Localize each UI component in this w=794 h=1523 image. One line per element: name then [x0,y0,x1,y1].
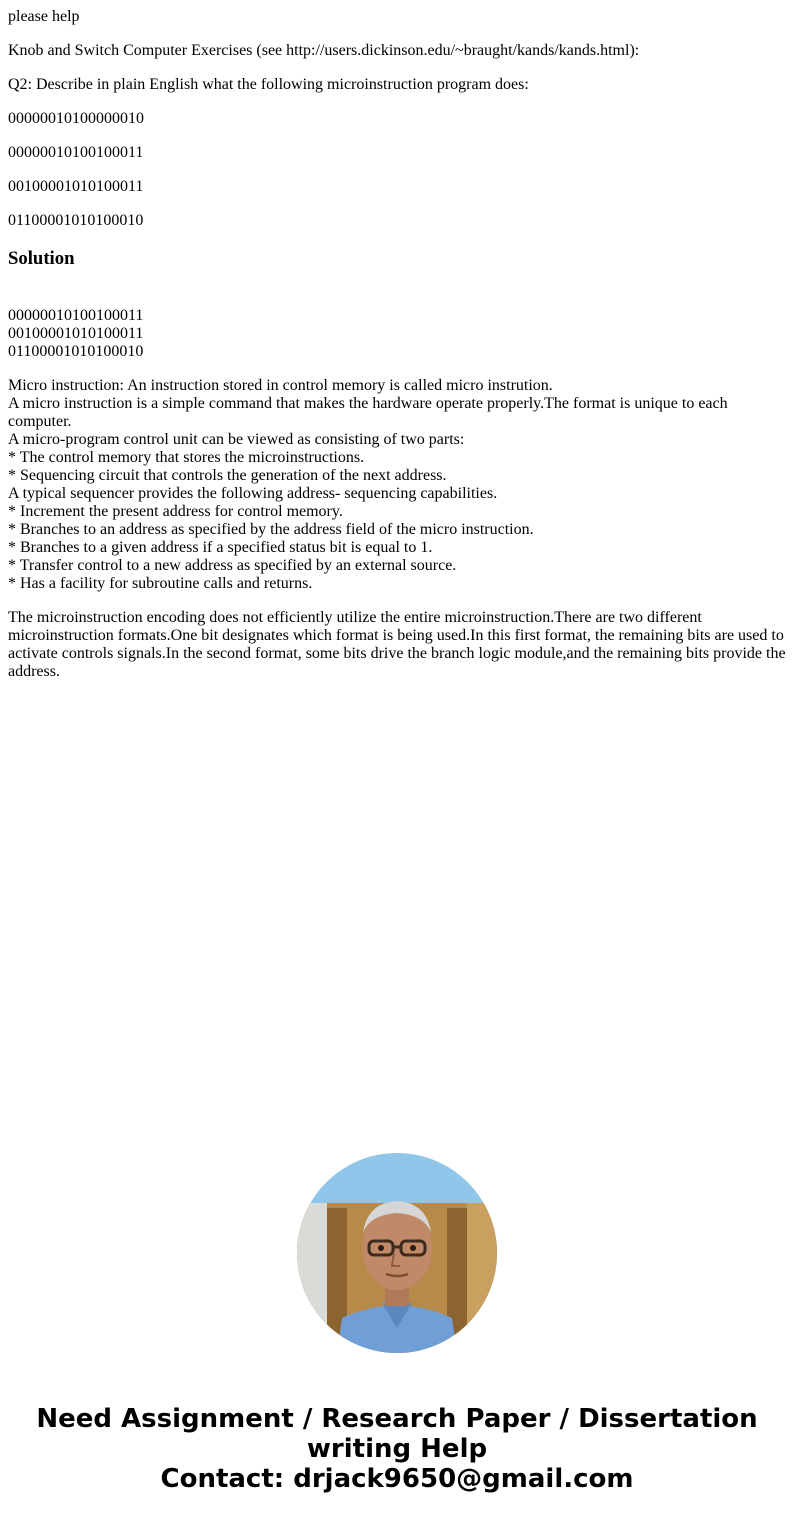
promo-line: writing Help [306,1434,488,1464]
program-line: 00100001010100011 [8,178,144,195]
author-portrait-image [297,1153,497,1353]
solution-program-line: 00000010100100011 [8,307,144,324]
explanation-line: * Has a facility for subroutine calls and returns. [8,575,313,592]
explanation-line: A micro-program control unit can be viewed as consisting of two parts: [8,431,465,448]
question-reference: Knob and Switch Computer Exercises (see http://users.dickinson.edu/~braught/kands/kands.html): [8,42,640,59]
promo-contact: Contact: drjack9650@gmail.com [160,1464,634,1494]
question-prompt: Q2: Describe in plain English what the following microinstruction program does: [8,76,529,93]
solution-program-line: 00100001010100011 [8,325,144,342]
promo-banner [0,1404,794,1494]
explanation-line: A typical sequencer provides the following address- sequencing capabilities. [8,485,498,502]
solution-program-line: 01100001010100010 [8,343,144,360]
explanation-line: * Branches to an address as specified by the address field of the micro instruction. [8,521,534,538]
solution-closing: The microinstruction encoding does not efficiently utilize the entire microinstruction.There are two different microinstruction formats.One bit designates which format is being used.In this first format, the remaining bits are used to activate controls signals.In the second format, some bits drive the branch logic module,and the remaining bits provide the address. [8,609,786,680]
solution-body [8,289,788,361]
blank-line [8,289,788,307]
explanation-line: * Increment the present address for control memory. [8,503,343,520]
promo-line: Need Assignment / Research Paper / Dissertation [36,1404,758,1434]
author-avatar [297,1153,497,1353]
explanation-line: * Sequencing circuit that controls the generation of the next address. [8,467,447,484]
solution-heading: Solution [8,248,75,269]
program-line: 00000010100000010 [8,110,144,127]
document-content [8,0,788,697]
solution-explanation [8,377,788,593]
program-line: 01100001010100010 [8,212,144,229]
explanation-line: Micro instruction: An instruction stored in control memory is called micro instrution. [8,377,553,394]
program-line: 00000010100100011 [8,144,144,161]
explanation-line: * Transfer control to a new address as specified by an external source. [8,557,457,574]
explanation-line: * The control memory that stores the microinstructions. [8,449,365,466]
explanation-line: * Branches to a given address if a specified status bit is equal to 1. [8,539,433,556]
question-intro: please help [8,8,80,25]
explanation-line: A micro instruction is a simple command that makes the hardware operate properly.The format is unique to each computer. [8,395,728,430]
